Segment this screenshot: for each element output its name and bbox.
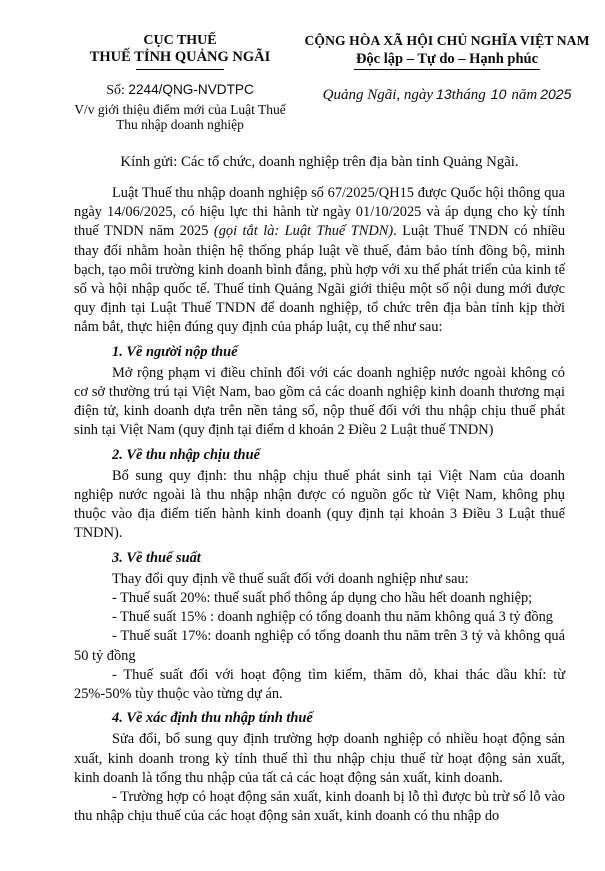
national-motto-line — [304, 50, 590, 70]
national-header-block — [304, 33, 590, 104]
section-3-heading: 3. Về thuế suất — [112, 549, 201, 566]
date-place-prefix: Quảng Ngãi, ngày — [322, 87, 434, 103]
document-number-value: 2244/QNG-NVDTPC — [128, 82, 254, 97]
intro-paragraph — [74, 184, 565, 338]
date-month-label: tháng — [451, 87, 486, 103]
section-2-heading: 2. Về thu nhập chịu thuế — [112, 446, 260, 463]
date-day: 13 — [436, 86, 452, 102]
date-year: 2025 — [540, 86, 572, 102]
section-2-paragraph: Bổ sung quy định: thu nhập chịu thuế phát sinh tại Việt Nam của doanh nghiệp nước ngoài là thu nhập nhận được có nguồn gốc từ Việt Nam, không phụ thuộc vào địa điểm tiến hành kinh doanh (quy định tại khoản 3 Điều 3 Luật thuế TNDN). — [74, 467, 565, 542]
national-title: CỘNG HÒA XÃ HỘI CHỦ NGHĨA VIỆT NAM — [304, 33, 590, 48]
agency-parent-name: CỤC THUẾ — [143, 33, 217, 48]
national-motto: Độc lập – Tự do – Hạnh phúc — [354, 50, 540, 70]
document-header — [0, 0, 605, 132]
section-4-paragraph-2: - Trường hợp có hoạt động sản xuất, kinh doanh bị lỗ thì được bù trừ số lỗ vào thu nhập chịu thuế của các hoạt động sản xuất, kinh doanh có thu nhập do — [74, 789, 565, 825]
tax-rate-bullet-17: - Thuế suất 17%: doanh nghiệp có tổng doanh thu năm trên 3 tỷ và không quá 50 tỷ đồng — [74, 628, 565, 664]
document-subject-line2: Thu nhập doanh nghiệp — [116, 117, 244, 132]
document-subject-line1: V/v giới thiệu điểm mới của Luật Thuế — [74, 102, 286, 117]
section-1-paragraph: Mở rộng phạm vi điều chỉnh đối với các doanh nghiệp nước ngoài không có cơ sở thường trú tại Việt Nam, bao gồm cả các doanh nghiệp kinh doanh thương mại điện tử, kinh doanh dựa trên nền tảng số, nộp thuế đối với thu nhập chịu thuế phát sinh tại Việt Nam (quy định tại điểm d khoản 2 Điều 2 Luật thuế TNDN) — [74, 364, 565, 439]
tax-rate-bullet-oil: - Thuế suất đối với hoạt động tìm kiếm, thăm dò, khai thác dầu khí: từ 25%-50% tùy thuộc vào từng dự án. — [74, 666, 565, 703]
tax-rate-bullet-20: - Thuế suất 20%: thuế suất phổ thông áp dụng cho hầu hết doanh nghiệp; — [112, 590, 533, 607]
document-number-label: Số: — [106, 83, 125, 98]
section-3-intro: Thay đổi quy định về thuế suất đối với doanh nghiệp như sau: — [112, 570, 469, 587]
place-date-line — [304, 86, 590, 104]
intro-text-2: . Luật Thuế TNDN có nhiều thay đổi nhằm hoàn thiện hệ thống pháp luật về thuế, đảm bảo tính đồng bộ, minh bạch, tạo môi trường kinh doanh bình đẳng, phù hợp với xu thế phát triển của kinh tế số và hội nhập quốc tế. Thuế tỉnh Quảng Ngãi giới thiệu một số nội dung mới được quy định tại Luật Thuế TNDN để doanh nghiệp, tổ chức trên địa bàn tỉnh kịp thời nắm bắt, thực hiện đúng quy định của pháp luật, cụ thể như sau: — [74, 223, 566, 336]
section-4-heading: 4. Về xác định thu nhập tính thuế — [112, 710, 313, 727]
intro-text-italic: (gọi tắt là: Luật Thuế TNDN) — [213, 223, 394, 240]
section-1-heading: 1. Về người nộp thuế — [112, 343, 238, 360]
tax-rate-bullet-15: - Thuế suất 15% : doanh nghiệp có tổng doanh thu năm không quá 3 tỷ đồng — [112, 609, 553, 626]
document-body — [74, 153, 565, 827]
date-year-label: năm — [511, 87, 538, 103]
issuing-agency-block — [58, 33, 302, 132]
agency-name-underline — [136, 69, 224, 70]
agency-name: THUẾ TỈNH QUẢNG NGÃI — [89, 49, 271, 65]
document-number-line — [58, 82, 302, 99]
intro-text-1: Luật Thuế thu nhập doanh nghiệp số 67/2025/QH15 được Quốc hội thông qua ngày 14/06/2025, có hiệu lực thi hành từ ngày 01/10/2025 và áp dụng cho kỳ tính thuế TNDN năm 2025 — [74, 185, 565, 240]
salutation-line: Kính gửi: Các tổ chức, doanh nghiệp trên địa bàn tỉnh Quảng Ngãi. — [120, 154, 519, 170]
section-4-paragraph-1: Sửa đổi, bổ sung quy định trường hợp doanh nghiệp có nhiều hoạt động sản xuất, kinh doanh trong kỳ tính thuế thì thu nhập chịu thuế từ hoạt động sản xuất, kinh doanh là tổng thu nhập của tất cả các hoạt động sản xuất, kinh doanh. — [74, 731, 565, 786]
date-month: 10 — [490, 86, 507, 102]
